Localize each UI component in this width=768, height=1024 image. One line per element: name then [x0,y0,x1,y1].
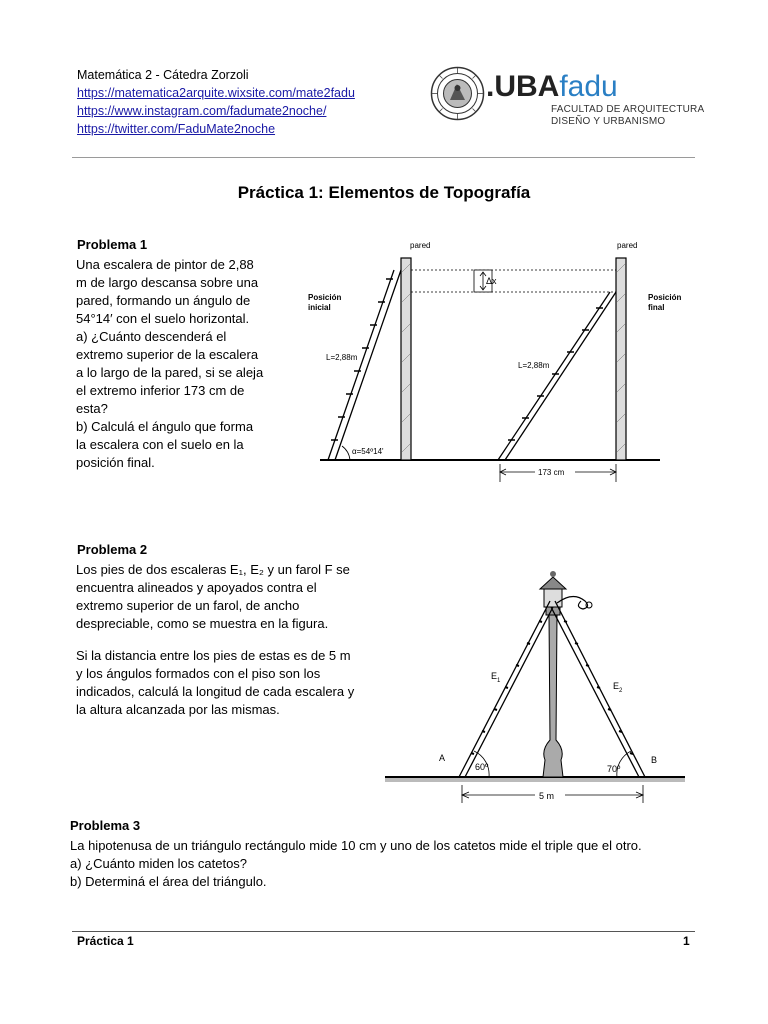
ladder-e2-rail [551,607,639,777]
p3-line: b) Determiná el área del triángulo. [70,874,267,889]
p3-line: La hipotenusa de un triángulo rectángulo mide 10 cm y uno de los catetos mide el triple que el otro. [70,838,642,853]
p1-line: pared, formando un ángulo de [76,293,251,308]
website-link[interactable]: https://matematica2arquite.wixsite.com/mate2fadu [77,86,355,100]
distance-label: 173 cm [538,468,565,477]
distance-label: 5 m [539,791,555,801]
initial-position-label-2: inicial [308,303,331,312]
p2-line: extremo superior de un farol, de ancho [76,598,300,613]
header-divider [72,157,695,158]
p1-line: Una escalera de pintor de 2,88 [76,257,254,272]
angle-label: α=54º14' [352,447,384,456]
final-position-label-1: Posición [648,293,682,302]
logo-line-2: DISEÑO Y URBANISMO [551,116,666,127]
p2-line: encuentra alineados y apoyados contra el [76,580,317,595]
angle-a-label: 60º [475,762,489,772]
p3-line: a) ¿Cuánto miden los catetos? [70,856,248,871]
logo-subtitle [551,104,704,128]
instagram-link[interactable]: https://www.instagram.com/fadumate2noche/ [77,104,327,118]
point-b-label: B [651,755,658,765]
point-a-label: A [439,753,446,763]
initial-length-label: L=2,88m [326,353,358,362]
logo-uba: .UBA [486,70,560,103]
p2-line: la altura alcanzada por las mismas. [76,702,280,717]
problem-1-heading: Problema 1 [77,237,148,252]
p1-line: a) ¿Cuánto descenderá el [76,329,227,344]
university-seal-icon [430,66,485,121]
footer-divider [72,931,695,932]
left-wall [401,258,411,460]
logo-line-1: FACULTAD DE ARQUITECTURA [551,104,705,115]
p2-line: indicados, calculá la longitud de cada escalera y [76,684,355,699]
footer-label: Práctica 1 [77,934,134,948]
problem-2-heading: Problema 2 [77,542,148,557]
p2-line: y los ángulos formados con el piso son los [76,666,321,681]
course-title: Matemática 2 - Cátedra Zorzoli [77,68,249,82]
ladders-lamppost-figure [385,555,685,805]
ladder-initial-rail [335,270,401,460]
ladder-e1-rail [459,601,550,777]
lamppost [543,615,563,777]
ladder-final-rail [498,292,610,460]
angle-arc [342,446,350,460]
p2-line: Si la distancia entre los pies de estas es de 5 m [76,648,351,663]
ladder-wall-figure [290,232,700,482]
p1-line: b) Calculá el ángulo que forma [76,419,254,434]
faculty-logo [486,70,618,104]
problem-3-text [70,837,710,891]
p1-line: extremo superior de la escalera [76,347,259,362]
right-wall-label: pared [617,241,638,250]
logo-fadu: fadu [559,70,618,103]
e1-label: $E_1$ [491,671,501,684]
ladder-e1-rail [465,607,553,777]
p1-line: esta? [76,401,108,416]
angle-b-label: 70º [607,764,621,774]
twitter-link[interactable]: https://twitter.com/FaduMate2noche [77,122,276,136]
ladder-final-rail [505,292,616,460]
p2-line: Los pies de dos escaleras E₁, E₂ y un farol F se [76,562,350,577]
p1-line: m de largo descansa sobre una [76,275,259,290]
p1-line: 54°14′ con el suelo horizontal. [76,311,250,326]
right-wall [616,258,626,460]
problem-3-heading: Problema 3 [70,818,141,833]
problem-1-text [76,256,275,472]
ladder-e2-rail [555,601,645,777]
p2-line: despreciable, como se muestra en la figura. [76,616,329,631]
left-wall-label: pared [410,241,431,250]
p1-line: a lo largo de la pared, si se aleja [76,365,264,380]
p1-line: el extremo inferior 173 cm de [76,383,245,398]
page-number: 1 [683,934,690,948]
final-position-label-2: final [648,303,665,312]
final-length-label: L=2,88m [518,361,550,370]
initial-position-label-1: Posición [308,293,342,302]
p1-line: posición final. [76,455,155,470]
p1-line: la escalera con el suelo en la [76,437,244,452]
delta-x-label: Δx [486,276,497,286]
e2-label: $E_2$ [613,681,623,694]
problem-2-text [76,561,373,719]
page-title: Práctica 1: Elementos de Topografía [237,183,531,202]
